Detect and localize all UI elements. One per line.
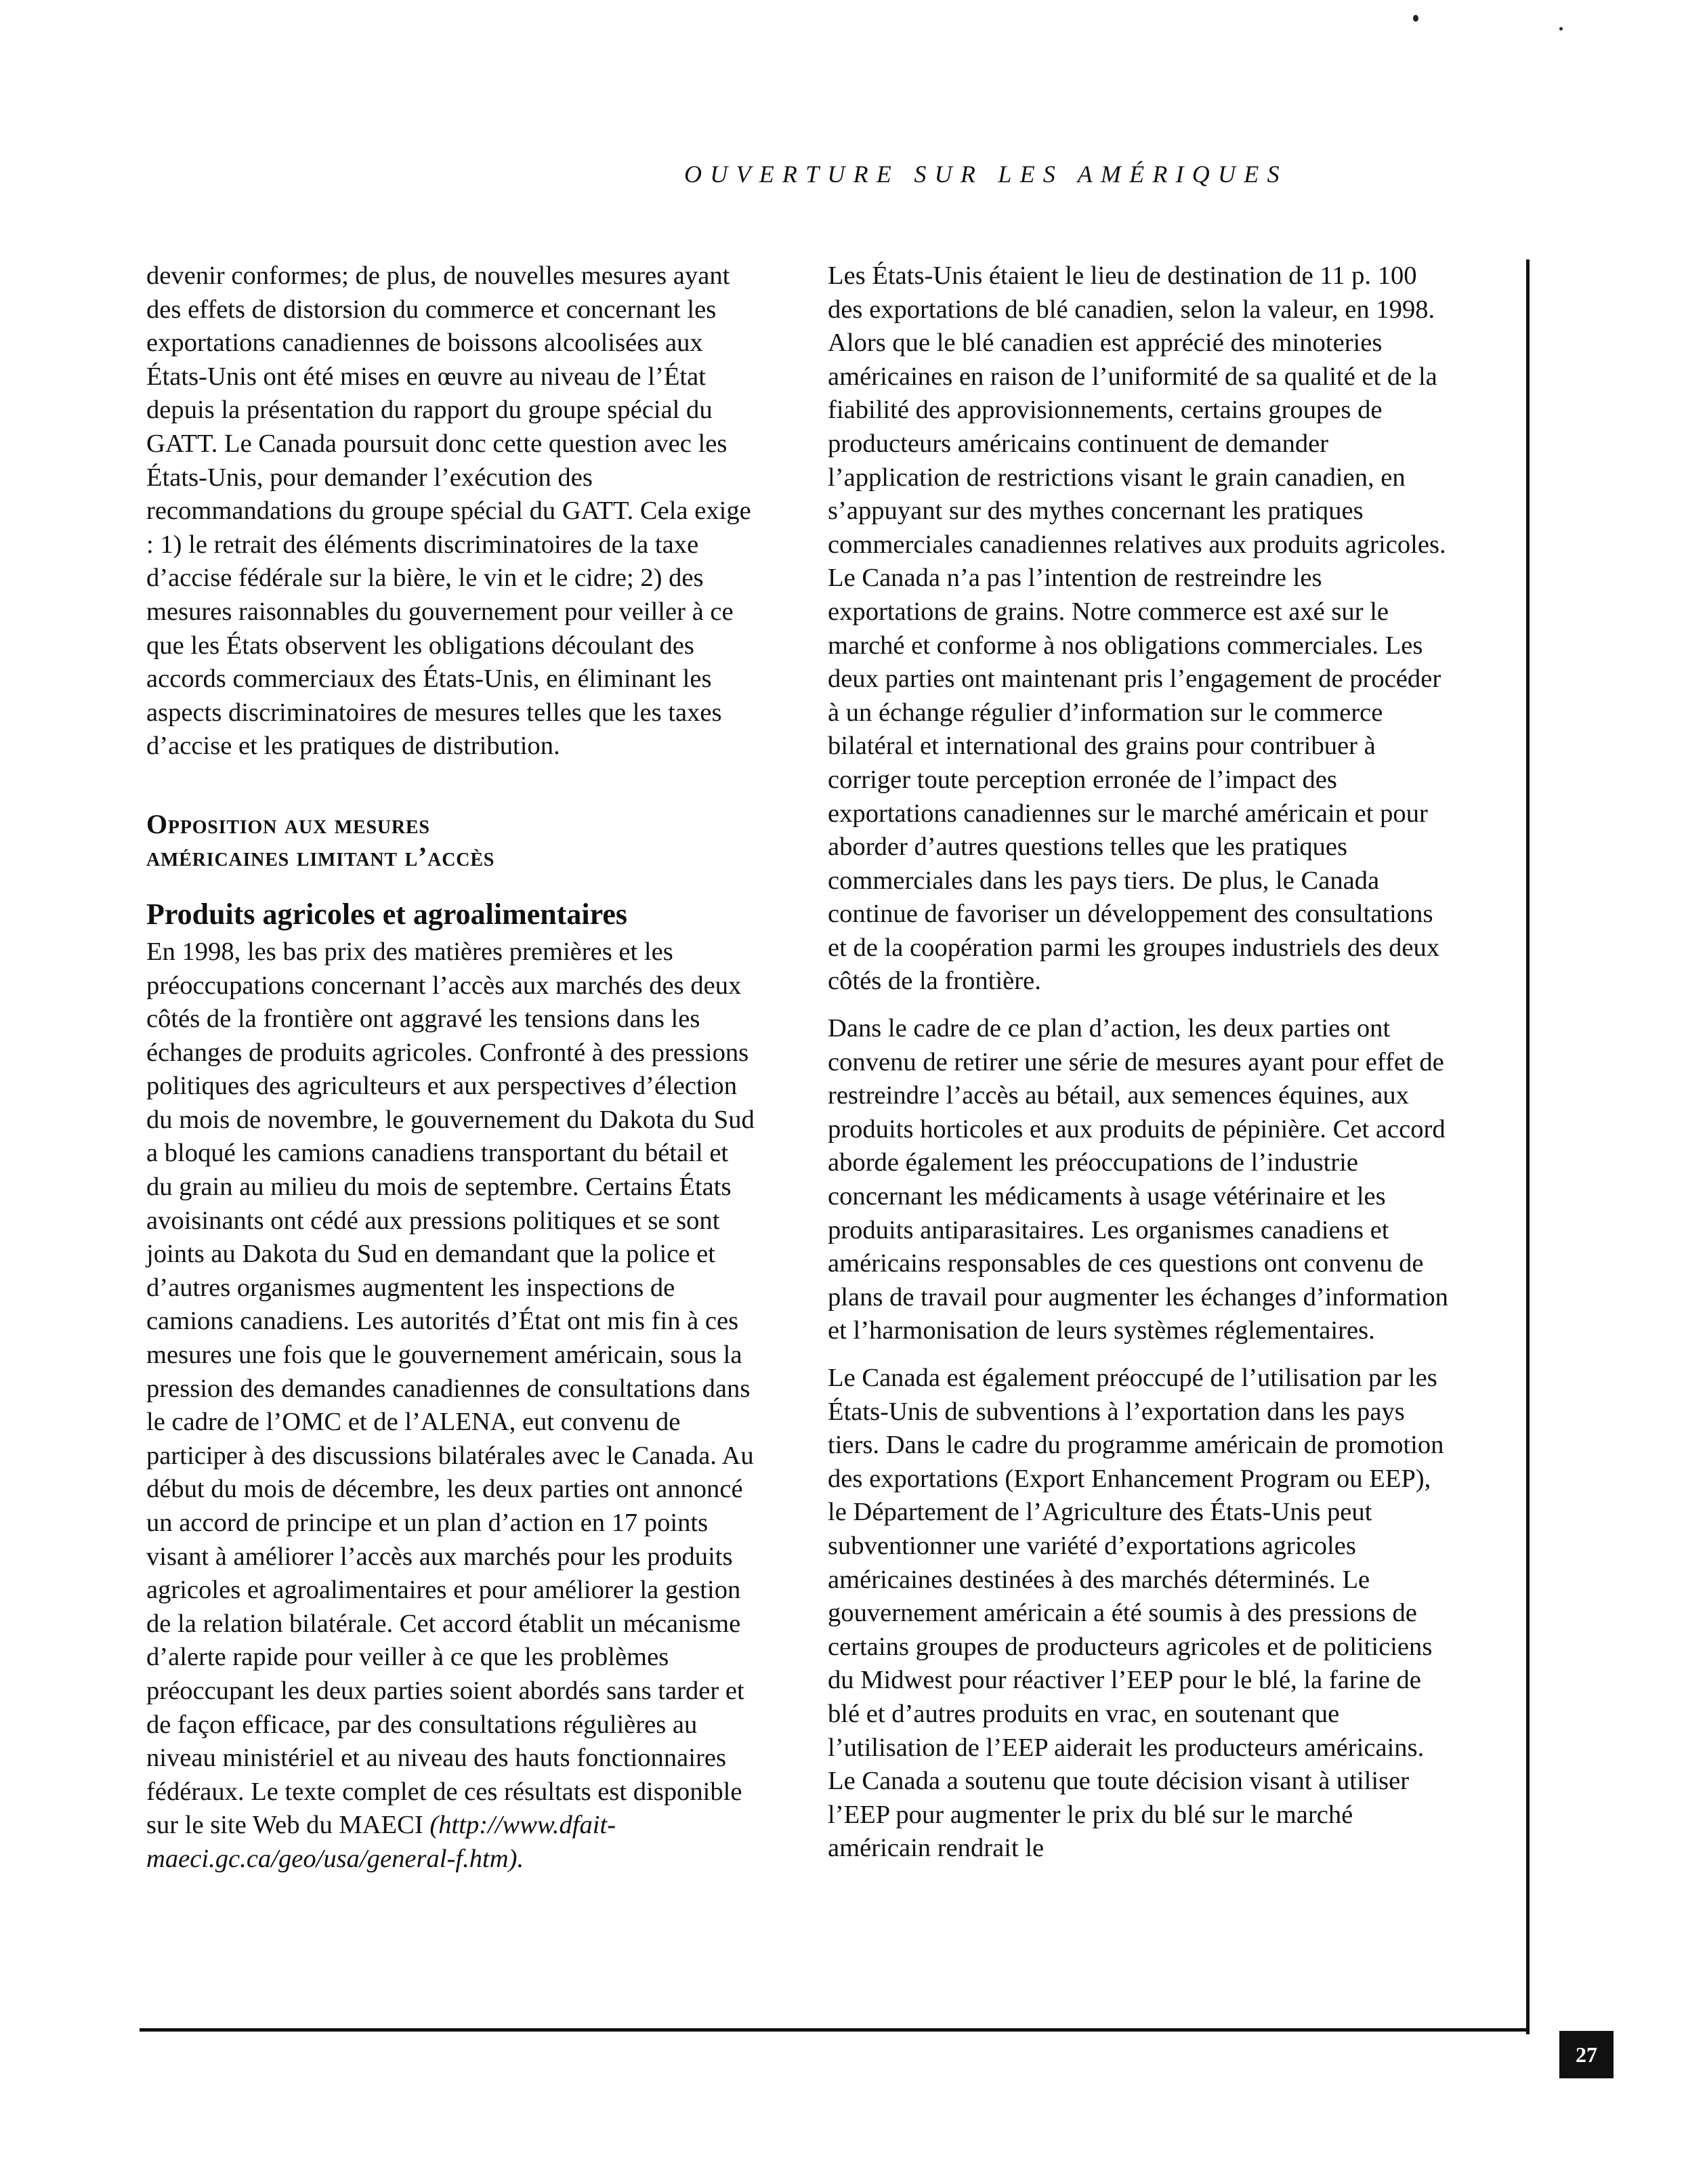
body-paragraph: Les États-Unis étaient le lieu de destination de 11 p. 100 des exportations de blé canadien, selon la valeur, en 1998. Alors que le blé canadien est apprécié des minoteries américaines en raison de l’uniformité de sa qualité et de la fiabilité des approvisionnements, certains groupes de producteurs américains continuent de demander l’application de restrictions visant le grain canadien, en s’appuyant sur des mythes concernant les pratiques commerciales canadiennes relatives aux produits agricoles. Le Canada n’a pas l’intention de restreindre les exportations de grains. Notre commerce est axé sur le marché et conforme à nos obligations commerciales. Les deux parties ont maintenant pris l’engagement de procéder à un échange régulier d’information sur le commerce bilatéral et international des grains pour contribuer à corriger toute perception erronée de l’impact des exportations canadiennes sur le marché américain et pour aborder d’autres questions telles que les pratiques commerciales dans les pays tiers. De plus, le Canada continue de favoriser un développement des consultations et de la coopération parmi les groupes industriels des deux côtés de la frontière. [828,261,1446,996]
scan-speck [1413,15,1418,22]
body-paragraph: Le Canada est également préoccupé de l’utilisation par les États-Unis de subventions à l’exportation dans les pays tiers. Dans le cadre du programme américain de promotion des exportations (Export Enhancement Program ou EEP), le Département de l’Agriculture des États-Unis peut subventionner une variété d’exportations agricoles américaines destinées à des marchés déterminés. Le gouvernement américain a été soumis à des pressions de certains groupes de producteurs agricoles et de politiciens du Midwest pour réactiver l’EEP pour le blé, la farine de blé et d’autres produits en vrac, en soutenant que l’utilisation de l’EEP aiderait les producteurs américains. Le Canada a soutenu que toute décision visant à utiliser l’EEP pour augmenter le prix du blé sur le marché américain rendrait le [828,1364,1444,1863]
body-text: En 1998, les bas prix des matières premières et les préoccupations concernant l’accès aux marchés des deux côtés de la frontière ont aggravé les tensions dans les échanges de produits agricoles. Confronté à des pressions politiques des agriculteurs et aux perspectives d’élection du mois de novembre, le gouvernement du Dakota du Sud a bloqué les camions canadiens transportant du bétail et du grain au milieu du mois de septembre. Certains États avoisinants ont cédé aux pressions politiques et se sont joints au Dakota du Sud en demandant que la police et d’autres organismes augmentent les inspections de camions canadiens. Les autorités d’État ont mis fin à ces mesures une fois que le gouvernement américain, sous la pression des demandes canadiennes de consultations dans le cadre de l’OMC et de l’ALENA, eut convenu de participer à des discussions bilatérales avec le Canada. Au début du mois de décembre, les deux parties ont annoncé un accord de principe et un plan d’action en 17 points visant à améliorer l’accès aux marchés pour les produits agricoles et agroalimentaires et pour améliorer la gestion de la relation bilatérale. Cet accord établit un mécanisme d’alerte rapide pour veiller à ce que les problèmes préoccupant les deux parties soient abordés sans tarder et de façon efficace, par des consultations régulières au niveau ministériel et au niveau des hauts fonctionnaires fédéraux. Le texte complet de ces résultats est disponible sur le site Web du MAECI [146,937,755,1840]
left-column [146,259,756,1876]
scan-speck [1559,27,1563,30]
section-heading [146,808,756,873]
page-number: 27 [1559,2031,1614,2078]
section-heading-line-1: Opposition aux mesures [146,808,430,839]
website-link[interactable]: (http://www.dfait-maeci.gc.ca/geo/usa/general-f.htm). [146,1811,616,1873]
right-column [828,259,1451,1866]
sub-heading: Produits agricoles et agroalimentaires [146,897,627,931]
body-paragraph: devenir conformes; de plus, de nouvelles mesures ayant des effets de distorsion du commerce et concernant les exportations canadiennes de boissons alcoolisées aux États-Unis ont été mises en œuvre au niveau de l’État depuis la présentation du rapport du groupe spécial du GATT. Le Canada poursuit donc cette question avec les États-Unis, pour demander l’exécution des recommandations du groupe spécial du GATT. Cela exige : 1) le retrait des éléments discriminatoires de la taxe d’accise fédérale sur la bière, le vin et le cidre; 2) des mesures raisonnables du gouvernement pour veiller à ce que les États observent les obligations découlant des accords commerciaux des États-Unis, en éliminant les aspects discriminatoires de mesures telles que les taxes d’accise et les pratiques de distribution. [146,261,751,761]
body-paragraph: Dans le cadre de ce plan d’action, les deux parties ont convenu de retirer une série de mesures ayant pour effet de restreindre l’accès au bétail, aux semences équines, aux produits horticoles et aux produits de pépinière. Cet accord aborde également les préoccupations de l’industrie concernant les médicaments à usage vétérinaire et les produits antiparasitaires. Les organismes canadiens et américains responsables de ces questions ont convenu de plans de travail pour augmenter les échanges d’information et l’harmonisation de leurs systèmes réglementaires. [828,1014,1448,1345]
bottom-rule [140,2028,1530,2032]
section-heading-line-2: américaines limitant l’accès [146,841,495,872]
vertical-rule [1526,259,1530,2034]
running-head: OUVERTURE SUR LES AMÉRIQUES [684,161,1288,188]
body-paragraph [146,936,756,1876]
